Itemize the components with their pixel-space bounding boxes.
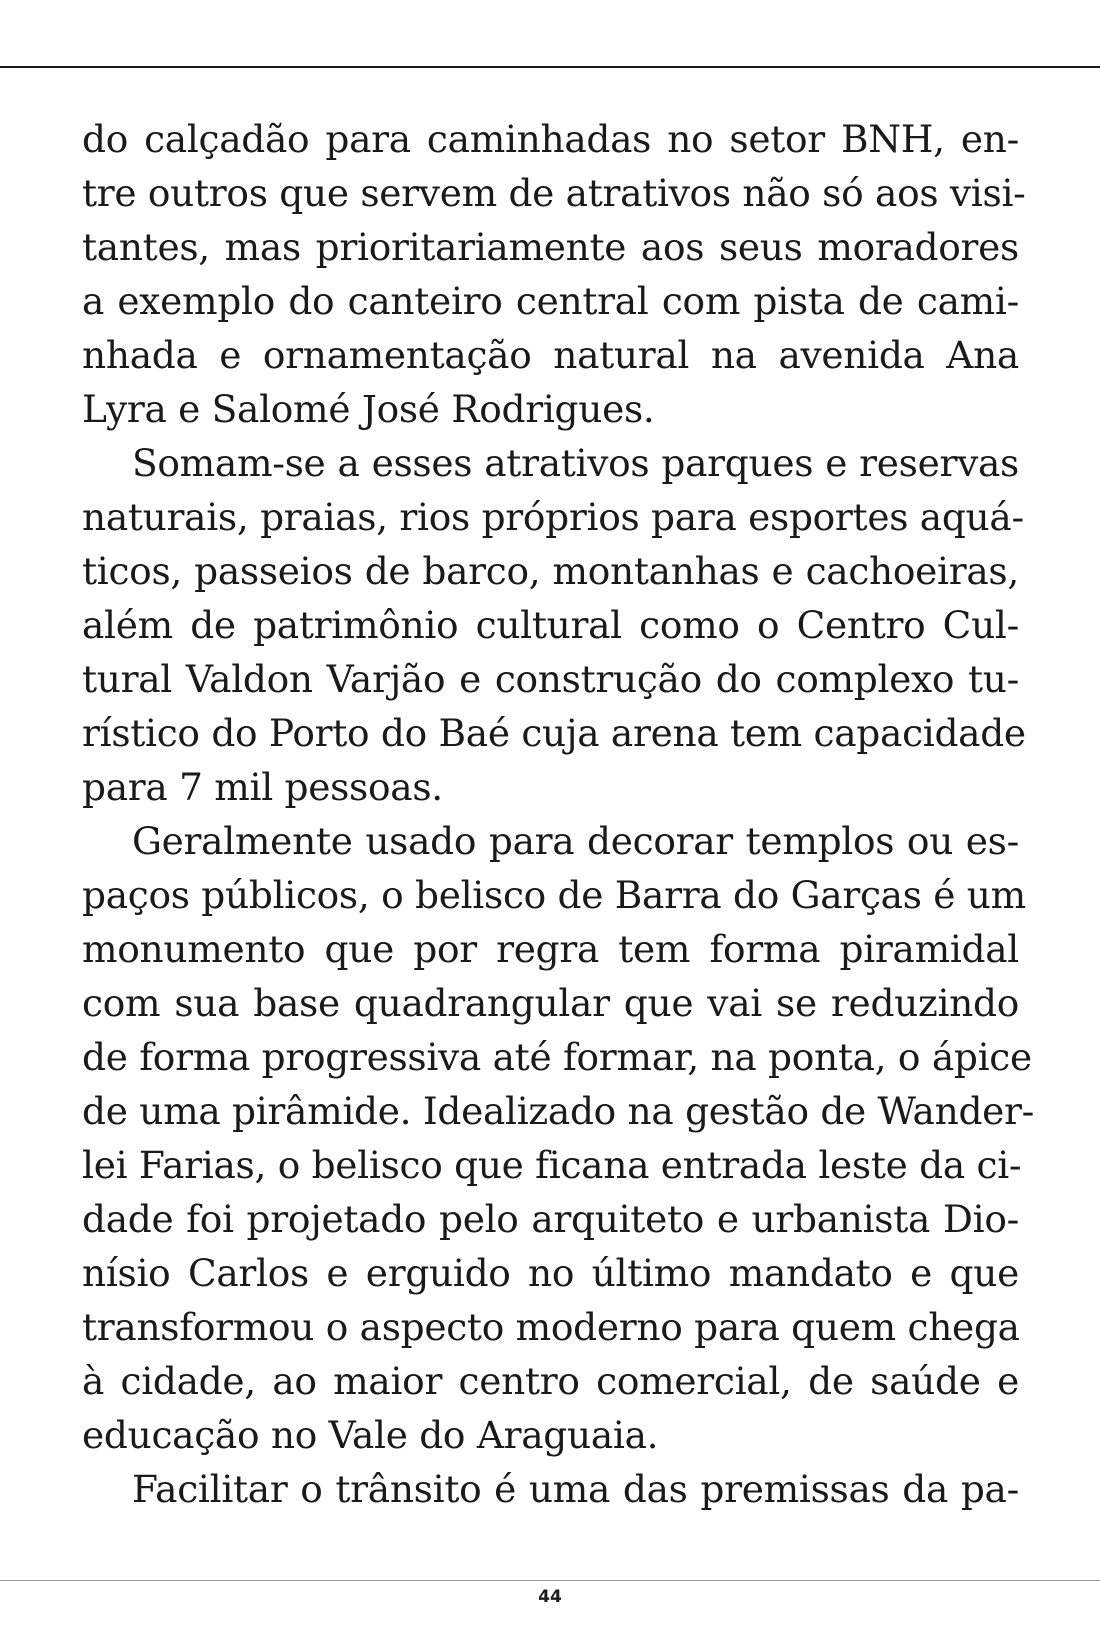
text-line: além de patrimônio cultural como o Centro Cul- bbox=[82, 603, 1019, 647]
text-line: naturais, praias, rios próprios para esportes aquá- bbox=[82, 495, 1024, 539]
text-line: para 7 mil pessoas. bbox=[82, 765, 443, 809]
page-number: 44 bbox=[538, 1587, 562, 1607]
text-line: a exemplo do canteiro central com pista de cami- bbox=[82, 279, 1019, 323]
text-line: tre outros que servem de atrativos não só aos visi- bbox=[82, 171, 1026, 215]
text-line: à cidade, ao maior centro comercial, de saúde e bbox=[82, 1359, 1019, 1403]
text-line: rístico do Porto do Baé cuja arena tem capacidade bbox=[82, 711, 1026, 755]
paragraph bbox=[82, 436, 1026, 814]
text-line: de forma progressiva até formar, na ponta, o ápice bbox=[82, 1035, 1032, 1079]
text-line: do calçadão para caminhadas no setor BNH, en- bbox=[82, 117, 1019, 161]
text-line: transformou o aspecto moderno para quem chega bbox=[82, 1305, 1020, 1349]
top-rule bbox=[0, 66, 1100, 68]
text-line: nísio Carlos e erguido no último mandato e que bbox=[82, 1251, 1019, 1295]
text-line: com sua base quadrangular que vai se reduzindo bbox=[82, 981, 1019, 1025]
text-line: dade foi projetado pelo arquiteto e urbanista Dio- bbox=[82, 1197, 1019, 1241]
text-line: de uma pirâmide. Idealizado na gestão de Wander- bbox=[82, 1089, 1035, 1133]
paragraph bbox=[82, 112, 1026, 436]
text-line: Somam-se a esses atrativos parques e reservas bbox=[132, 441, 1019, 485]
text-line: monumento que por regra tem forma piramidal bbox=[82, 927, 1019, 971]
text-line: ticos, passeios de barco, montanhas e cachoeiras, bbox=[82, 549, 1019, 593]
text-line: nhada e ornamentação natural na avenida Ana bbox=[82, 333, 1019, 377]
footer-rule bbox=[0, 1580, 1100, 1581]
text-line: Facilitar o trânsito é uma das premissas da pa- bbox=[132, 1467, 1019, 1511]
text-line: educação no Vale do Araguaia. bbox=[82, 1413, 659, 1457]
text-line: Geralmente usado para decorar templos ou es- bbox=[132, 819, 1019, 863]
text-body bbox=[82, 112, 1035, 1516]
text-line: lei Farias, o belisco que ficana entrada leste da ci- bbox=[82, 1143, 1022, 1187]
text-line: Lyra e Salomé José Rodrigues. bbox=[82, 387, 655, 431]
text-line: paços públicos, o belisco de Barra do Garças é um bbox=[82, 873, 1026, 917]
text-line: tantes, mas prioritariamente aos seus moradores bbox=[82, 225, 1019, 269]
paragraph bbox=[82, 814, 1035, 1462]
paragraph bbox=[82, 1462, 1019, 1516]
text-line: tural Valdon Varjão e construção do complexo tu- bbox=[82, 657, 1019, 701]
